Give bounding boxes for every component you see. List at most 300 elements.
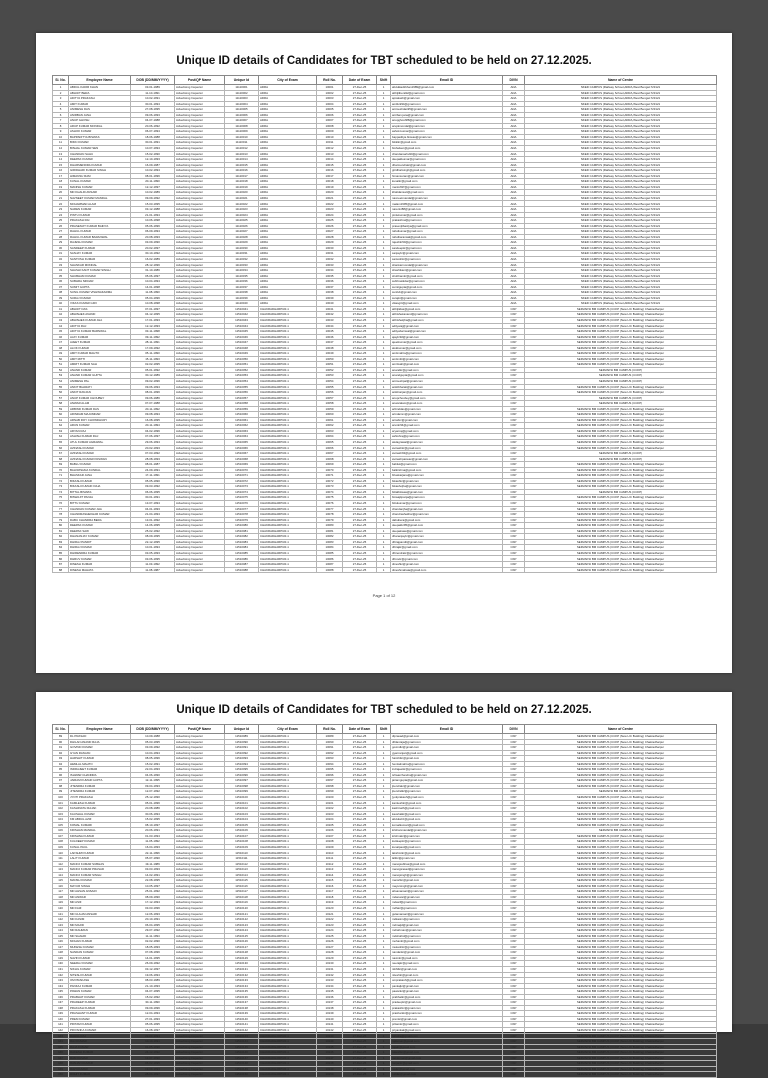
email-cell[interactable]: premkr@gmail.com — [391, 1016, 503, 1022]
post-cell: Advertising Inspector — [175, 412, 225, 418]
email-cell[interactable]: prakashkr@gmail.com — [391, 1005, 503, 1011]
shift-cell: 1 — [377, 1016, 391, 1022]
email-cell[interactable]: babluk@gmail.com — [391, 462, 503, 468]
email-cell[interactable]: mukeshkr@gmail.com — [391, 944, 503, 950]
email-cell[interactable]: avinashkr@gmail.com — [391, 445, 503, 451]
email-cell[interactable]: abdulaziz@gmail.com — [391, 817, 503, 823]
email-cell[interactable]: dabubera@gmail.com — [391, 517, 503, 523]
unique-id-cell: 11510054 — [225, 378, 259, 384]
email-cell[interactable]: bikashojha@gmail.com — [391, 484, 503, 490]
email-cell[interactable]: dharmendrakr@gmail.com — [391, 162, 503, 168]
email-cell[interactable]: harshitkr@gmail.com — [391, 756, 503, 762]
exam-date-cell: 27-Dec-25 — [343, 900, 377, 906]
email-cell[interactable]: jairamgupta@gmail.com — [391, 778, 503, 784]
roll-no-cell: 10106 — [317, 828, 343, 834]
email-cell[interactable]: abhijitdas@gmail.com — [391, 306, 503, 312]
email-cell[interactable]: deepakkr95@gmail.com — [391, 523, 503, 529]
email-cell[interactable]: arunkr94@gmail.com — [391, 423, 503, 429]
city-cell: CHAKRADHARPUR-1 — [259, 351, 317, 357]
email-cell[interactable]: omprakash@gmail.com — [391, 978, 503, 984]
email-cell[interactable]: ahsanansari@gmail.com — [391, 889, 503, 895]
email-cell[interactable]: mdfaiz@gmail.com — [391, 905, 503, 911]
exam-date-cell: 27-Dec-25 — [343, 889, 377, 895]
email-cell[interactable]: aprakash@gmail.com — [391, 96, 503, 102]
city-cell: CHAKRADHARPUR-1 — [259, 539, 317, 545]
sl-no-cell: 46 — [53, 334, 69, 340]
unique-id-cell: 11110018 — [225, 179, 259, 185]
post-cell: Advertising Inspector — [175, 112, 225, 118]
email-cell[interactable]: nikhilkr@gmail.com — [391, 966, 503, 972]
shift-cell: 1 — [377, 512, 391, 518]
employee-name-cell: GIRIDHARI KUMAR SINGH — [69, 168, 131, 174]
email-cell[interactable]: shankarmondal@gmail.com — [391, 262, 503, 268]
roll-no-cell: 10127 — [317, 944, 343, 950]
unique-id-cell: 11510047 — [225, 340, 259, 346]
email-cell[interactable]: animeshpal@gmail.com — [391, 378, 503, 384]
email-cell[interactable]: arupkmondal@gmail.com — [391, 123, 503, 129]
employee-name-cell: PRASENJIT KUMAR BAIDYA — [69, 223, 131, 229]
email-cell[interactable]: pawankr@gmail.com — [391, 989, 503, 995]
email-cell[interactable]: avinash92@gmail.com — [391, 451, 503, 457]
email-cell[interactable]: subhrasikdar@gmail.com — [391, 279, 503, 285]
post-cell: Advertising Inspector — [175, 317, 225, 323]
email-cell[interactable]: himansuram@gmail.com — [391, 173, 503, 179]
email-cell[interactable]: abhijitbera92@gmail.com — [391, 90, 503, 96]
email-cell[interactable]: atulagrawal@gmail.com — [391, 440, 503, 446]
email-cell[interactable]: dlprasad@gmail.com — [391, 734, 503, 740]
email-cell[interactable]: pradeepkr@gmail.com — [391, 1000, 503, 1006]
email-cell[interactable]: anirban.jana@gmail.com — [391, 112, 503, 118]
city-cell: CHAKRADHARPUR-1 — [259, 390, 317, 396]
city-cell: CHAKRADHARPUR-1 — [259, 478, 317, 484]
dob-cell: 08-01-1996 — [131, 173, 175, 179]
email-cell[interactable]: jitendra92@gmail.com — [391, 789, 503, 795]
email-cell[interactable]: dhirendrakr@gmail.com — [391, 550, 503, 556]
email-cell[interactable]: prashantkr@gmail.com — [391, 1011, 503, 1017]
post-cell: Advertising Inspector — [175, 966, 225, 972]
dob-cell: 04-06-1990 — [131, 772, 175, 778]
email-cell[interactable]: kunalkr@gmail.com — [391, 179, 503, 185]
email-cell[interactable]: kashinath@gmail.com — [391, 806, 503, 812]
centre-cell: NKED CAMPUS (Railway School,ADRA,West Bengal-723121 — [525, 212, 717, 218]
employee-name-cell: MD SHAHID — [69, 933, 131, 939]
divn-cell: CKP — [503, 789, 525, 795]
email-cell[interactable]: kamleshkr@gmail.com — [391, 800, 503, 806]
email-cell[interactable]: prabhatkr@gmail.com — [391, 994, 503, 1000]
dob-cell: 20-11-1992 — [131, 406, 175, 412]
email-cell[interactable]: surajkr@gmail.com — [391, 295, 503, 301]
divn-cell: CKP — [503, 523, 525, 529]
email-cell[interactable]: anandgupta@gmail.com — [391, 373, 503, 379]
sl-no-cell: 45 — [53, 329, 69, 335]
email-cell[interactable]: giridharisingh@gmail.com — [391, 168, 503, 174]
unique-id-cell: 11110033 — [225, 262, 259, 268]
email-cell[interactable]: govindkr@gmail.com — [391, 745, 503, 751]
dob-cell: 28-08-1993 — [131, 456, 175, 462]
email-cell[interactable]: indrajeetkr@gmail.com — [391, 767, 503, 773]
header-cell: Date of Exam — [343, 76, 377, 85]
divn-cell: CKP — [503, 1055, 525, 1061]
email-cell[interactable]: ajeetkumar@gmail.com — [391, 340, 503, 346]
email-cell[interactable]: rohitkr@gmail.com — [391, 1072, 503, 1078]
email-cell[interactable]: avinashpaswan@gmail.com — [391, 456, 503, 462]
divn-cell: ADA — [503, 101, 525, 107]
email-cell[interactable]: navinkr@gmail.com — [391, 955, 503, 961]
email-cell[interactable]: chandansahu90@gmail.com — [391, 151, 503, 157]
email-cell[interactable]: hemlalmahto@gmail.com — [391, 761, 503, 767]
shift-cell: 1 — [377, 978, 391, 984]
email-cell[interactable]: rajakr@gmail.com — [391, 1044, 503, 1050]
post-cell: Advertising Inspector — [175, 1050, 225, 1056]
email-cell[interactable]: ashishraj@gmail.com — [391, 434, 503, 440]
email-cell[interactable]: deepaksaw@gmail.com — [391, 528, 503, 534]
email-cell[interactable]: chandanjha@gmail.com — [391, 506, 503, 512]
divn-cell: CKP — [503, 905, 525, 911]
email-cell[interactable]: manish97@gmail.com — [391, 184, 503, 190]
unique-id-cell: 11510056 — [225, 390, 259, 396]
shift-cell: 1 — [377, 1050, 391, 1056]
post-cell: Advertising Inspector — [175, 928, 225, 934]
city-cell: CHAKRADHARPUR-1 — [259, 434, 317, 440]
sl-no-cell: 81 — [53, 528, 69, 534]
divn-cell: CKP — [503, 955, 525, 961]
shift-cell: 1 — [377, 750, 391, 756]
email-cell[interactable]: mdanwar@gmail.com — [391, 894, 503, 900]
roll-no-cell: 10036 — [317, 279, 343, 285]
dob-cell: 10-05-1997 — [131, 883, 175, 889]
email-cell[interactable]: navneetmandal@gmail.com — [391, 195, 503, 201]
exam-date-cell: 27-Dec-25 — [343, 911, 377, 917]
post-cell: Advertising Inspector — [175, 123, 225, 129]
email-cell[interactable]: manojprasad@gmail.com — [391, 867, 503, 873]
sl-no-cell: 35 — [53, 273, 69, 279]
centre-cell: NKED CAMPUS (Railway School,ADRA,West Bengal-723121 — [525, 234, 717, 240]
unique-id-cell: 11510116 — [225, 883, 259, 889]
email-cell[interactable]: sunilvk@gmail.com — [391, 290, 503, 296]
city-cell: CHAKRADHARPUR-1 — [259, 734, 317, 740]
email-cell[interactable]: mayursingh@gmail.com — [391, 883, 503, 889]
email-cell[interactable]: prakashrai@gmail.com — [391, 218, 503, 224]
post-cell: Advertising Inspector — [175, 1005, 225, 1011]
email-cell[interactable]: manshkr@gmail.com — [391, 878, 503, 884]
email-cell[interactable]: anwaralam@gmail.com — [391, 401, 503, 407]
unique-id-cell: 11110024 — [225, 212, 259, 218]
sl-no-cell: 147 — [53, 1055, 69, 1061]
centre-cell: SERVAKSI BM CAMPUS (CCKP (New LIC Building) Chakradharpur — [525, 506, 717, 512]
email-cell[interactable]: kuldeepkr@gmail.com — [391, 839, 503, 845]
email-cell[interactable]: manojsingh@gmail.com — [391, 872, 503, 878]
post-cell: Advertising Inspector — [175, 456, 225, 462]
email-cell[interactable]: malam1995@gmail.com — [391, 201, 503, 207]
email-cell[interactable]: biswajitpanja@gmail.com — [391, 495, 503, 501]
email-cell[interactable]: vikasgiri@gmail.com — [391, 301, 503, 307]
email-cell[interactable]: ramkumar@gmail.com — [391, 1055, 503, 1061]
email-cell[interactable]: mdmajid@gmail.com — [391, 922, 503, 928]
email-cell[interactable]: arnabrc@gmail.com — [391, 417, 503, 423]
email-cell[interactable]: animeshdas95@gmail.com — [391, 107, 503, 113]
post-cell: Advertising Inspector — [175, 462, 225, 468]
exam-date-cell: 27-Dec-25 — [343, 85, 377, 91]
email-cell[interactable]: niteshkr@gmail.com — [391, 972, 503, 978]
email-cell[interactable]: abdulkadirkhan1989@gmail.com — [391, 85, 503, 91]
post-cell: Advertising Inspector — [175, 778, 225, 784]
email-cell[interactable]: neerajkr@gmail.com — [391, 961, 503, 967]
email-cell[interactable]: rahulbaranwal@gmail.com — [391, 234, 503, 240]
email-cell[interactable]: bishalsen@gmail.com — [391, 146, 503, 152]
dob-cell: 07-06-1997 — [131, 434, 175, 440]
unique-id-cell: 11510106 — [225, 828, 259, 834]
unique-id-cell: 11510139 — [225, 1011, 259, 1017]
centre-cell: SERVAKSI BM CAMPUS (CCKP (New LIC Building) Chakradharpur — [525, 817, 717, 823]
divn-cell: CKP — [503, 900, 525, 906]
email-cell[interactable]: shashikant@gmail.com — [391, 268, 503, 274]
email-cell[interactable]: pintukumar@gmail.com — [391, 212, 503, 218]
centre-cell: SERVAKSI BM CAMPUS (CCKP (New LIC Building) Chakradharpur — [525, 844, 717, 850]
roll-no-cell: 10052 — [317, 367, 343, 373]
email-cell[interactable]: komalkumari@gmail.com — [391, 822, 503, 828]
divn-cell: CKP — [503, 517, 525, 523]
post-cell: Advertising Inspector — [175, 162, 225, 168]
exam-date-cell: 27-Dec-25 — [343, 1039, 377, 1045]
email-cell[interactable]: ankitranjan@gmail.com — [391, 390, 503, 396]
email-cell[interactable]: anandkr@gmail.com — [391, 367, 503, 373]
sl-no-cell: 60 — [53, 412, 69, 418]
email-cell[interactable]: bittukumar@gmail.com — [391, 501, 503, 507]
roll-no-cell: 10054 — [317, 378, 343, 384]
email-cell[interactable]: dhilanraja@gmail.com — [391, 739, 503, 745]
email-cell[interactable]: kunalpaul@gmail.com — [391, 844, 503, 850]
email-cell[interactable]: nandankr@gmail.com — [391, 950, 503, 956]
email-cell[interactable]: amitmitti@gmail.com — [391, 356, 503, 362]
dob-cell: 16-09-1987 — [131, 162, 175, 168]
email-cell[interactable]: jyotiprakash@gmail.com — [391, 795, 503, 801]
roll-no-cell: 10015 — [317, 162, 343, 168]
dob-cell: 07-08-1996 — [131, 950, 175, 956]
email-cell[interactable]: mdshahid@gmail.com — [391, 933, 503, 939]
unique-id-cell: 11110025 — [225, 218, 259, 224]
exam-date-cell: 27-Dec-25 — [343, 378, 377, 384]
email-cell[interactable]: alokkumar@gmail.com — [391, 345, 503, 351]
email-cell[interactable]: sanjaykr@gmail.com — [391, 251, 503, 257]
employee-name-cell: ADITYA KUMAR BARNWAL — [69, 329, 131, 335]
exam-date-cell: 27-Dec-25 — [343, 284, 377, 290]
email-cell[interactable]: rahulkumar@gmail.com — [391, 229, 503, 235]
email-cell[interactable]: dhirajkr@gmail.com — [391, 545, 503, 551]
table-header-row — [53, 76, 717, 85]
email-cell[interactable]: bikashkr@gmail.com — [391, 478, 503, 484]
sl-no-cell: 88 — [53, 567, 69, 573]
shift-cell: 1 — [377, 550, 391, 556]
shift-cell: 1 — [377, 833, 391, 839]
shift-cell: 1 — [377, 872, 391, 878]
dob-cell: 21-04-1994 — [131, 512, 175, 518]
dob-cell: 13-07-1994 — [131, 501, 175, 507]
email-cell[interactable]: ishwarchandra@gmail.com — [391, 772, 503, 778]
exam-date-cell: 27-Dec-25 — [343, 123, 377, 129]
email-cell[interactable]: dineshmahata@gmail.com — [391, 567, 503, 573]
city-cell: ADRA — [259, 96, 317, 102]
centre-cell: SERVAKSI BM CAMPUS (CCKP (New LIC Building) Chakradharpur — [525, 1011, 717, 1017]
email-cell[interactable]: mdrahman@gmail.com — [391, 928, 503, 934]
shift-cell: 1 — [377, 850, 391, 856]
email-cell[interactable]: narenkr88@gmail.com — [391, 207, 503, 213]
shift-cell: 1 — [377, 212, 391, 218]
shift-cell: 1 — [377, 301, 391, 307]
exam-date-cell: 27-Dec-25 — [343, 1000, 377, 1006]
email-cell[interactable]: pritamkr@gmail.com — [391, 1022, 503, 1028]
employee-name-cell: LALIT KUMAR — [69, 856, 131, 862]
email-cell[interactable]: arindamm@gmail.com — [391, 412, 503, 418]
city-cell: CHAKRADHARPUR-1 — [259, 484, 317, 490]
employee-name-cell: HIMANSU RAM — [69, 173, 131, 179]
email-cell[interactable]: lalitkr@gmail.com — [391, 856, 503, 862]
centre-cell: SERVAKSI BM CAMPUS (CCKP (New LIC Building) Chakradharpur — [525, 806, 717, 812]
shift-cell: 1 — [377, 412, 391, 418]
email-cell[interactable]: santoshkr@gmail.com — [391, 256, 503, 262]
email-cell[interactable]: mdkasim@gmail.com — [391, 917, 503, 923]
email-cell[interactable]: pankajkr@gmail.com — [391, 983, 503, 989]
employee-name-cell: SURAJ KUMAR — [69, 295, 131, 301]
exam-date-cell: 27-Dec-25 — [343, 867, 377, 873]
exam-date-cell: 27-Dec-25 — [343, 878, 377, 884]
post-cell: Advertising Inspector — [175, 279, 225, 285]
email-cell[interactable]: abhishekjha@gmail.com — [391, 317, 503, 323]
employee-name-cell: DHIRAJ PANDIT — [69, 539, 131, 545]
shift-cell: 1 — [377, 911, 391, 917]
city-cell: CHAKRADHARPUR-1 — [259, 939, 317, 945]
dob-cell: 16-08-1997 — [131, 1027, 175, 1033]
city-cell: CHAKRADHARPUR-1 — [259, 828, 317, 834]
email-cell[interactable]: gyanranjan@gmail.com — [391, 750, 503, 756]
email-cell[interactable]: amitkrk94@gmail.com — [391, 101, 503, 107]
roll-no-cell: 10121 — [317, 911, 343, 917]
exam-date-cell: 27-Dec-25 — [343, 245, 377, 251]
city-cell: CHAKRADHARPUR-1 — [259, 878, 317, 884]
centre-cell: SERVAKSI BM CAMPUS (CCKP (New LIC Building) Chakradharpur — [525, 750, 717, 756]
roll-no-cell: 10026 — [317, 223, 343, 229]
shift-cell: 1 — [377, 234, 391, 240]
email-cell[interactable]: bittalbiswas@gmail.com — [391, 489, 503, 495]
email-cell[interactable]: anupghosh88@gmail.com — [391, 118, 503, 124]
exam-date-cell: 27-Dec-25 — [343, 928, 377, 934]
email-cell[interactable]: dhirajpandit@gmail.com — [391, 539, 503, 545]
email-cell[interactable]: amritsah@gmail.com — [391, 362, 503, 368]
unique-id-cell: 11510113 — [225, 867, 259, 873]
dob-cell: 08-01-1996 — [131, 390, 175, 396]
roll-no-cell: 10108 — [317, 839, 343, 845]
shift-cell: 1 — [377, 456, 391, 462]
city-cell: ADRA — [259, 162, 317, 168]
dob-cell: 30-11-1990 — [131, 1000, 175, 1006]
email-cell[interactable]: abhishekanand@gmail.com — [391, 312, 503, 318]
centre-cell: NKED CAMPUS (Railway School,ADRA,West Bengal-723121 — [525, 146, 717, 152]
centre-cell: SERVAKSI BM CAMPUS (CCKP) — [525, 395, 717, 401]
email-cell[interactable]: bikkikr@gmail.com — [391, 140, 503, 146]
email-cell[interactable]: shubhamkr@gmail.com — [391, 273, 503, 279]
roll-no-cell: 10025 — [317, 218, 343, 224]
email-cell[interactable]: sumitgupta@gmail.com — [391, 284, 503, 290]
email-cell[interactable]: mohankr@gmail.com — [391, 939, 503, 945]
city-cell: CHAKRADHARPUR-1 — [259, 1066, 317, 1072]
email-cell[interactable]: adityabarnwal@gmail.com — [391, 329, 503, 335]
email-cell[interactable]: manojsubhas@gmail.com — [391, 861, 503, 867]
exam-date-cell: 27-Dec-25 — [343, 495, 377, 501]
dob-cell: 08-01-1987 — [131, 462, 175, 468]
employee-name-cell: INDRAJEET KUMAR — [69, 767, 131, 773]
email-cell[interactable]: aryanraj@gmail.com — [391, 428, 503, 434]
email-cell[interactable]: dhruvkr@gmail.com — [391, 556, 503, 562]
email-cell[interactable]: lakshmikr@gmail.com — [391, 850, 503, 856]
sl-no-cell: 47 — [53, 340, 69, 346]
email-cell[interactable]: amitmahto@gmail.com — [391, 351, 503, 357]
sl-no-cell: 125 — [53, 933, 69, 939]
centre-cell: SERVAKSI BM CAMPUS (CCKP (New LIC Building) Chakradharpur — [525, 1050, 717, 1056]
dob-cell: 28-11-1991 — [131, 340, 175, 346]
email-cell[interactable]: krishnakr@gmail.com — [391, 833, 503, 839]
email-cell[interactable]: anupchoubey@gmail.com — [391, 395, 503, 401]
dob-cell: 10-07-1994 — [131, 146, 175, 152]
sl-no-cell: 50 — [53, 356, 69, 362]
centre-cell: NKED CAMPUS (Railway School,ADRA,West Bengal-723121 — [525, 290, 717, 296]
email-cell[interactable]: mdasif@gmail.com — [391, 900, 503, 906]
email-cell[interactable]: rahulraj@gmail.com — [391, 1033, 503, 1039]
roll-no-cell: 10002 — [317, 90, 343, 96]
city-cell: CHAKRADHARPUR-1 — [259, 1050, 317, 1056]
city-cell: CHAKRADHARPUR-1 — [259, 506, 317, 512]
shift-cell: 1 — [377, 323, 391, 329]
email-cell[interactable]: krishanmandal@gmail.com — [391, 828, 503, 834]
email-cell[interactable]: ankitbharati@gmail.com — [391, 384, 503, 390]
email-cell[interactable]: arbinddas@gmail.com — [391, 406, 503, 412]
email-cell[interactable]: chandrashekhar@gmail.com — [391, 512, 503, 518]
email-cell[interactable]: ranjankr@gmail.com — [391, 1061, 503, 1067]
email-cell[interactable]: balkrishna@gmail.com — [391, 467, 503, 473]
dob-cell: 18-05-1993 — [131, 944, 175, 950]
email-cell[interactable]: rakeshkr@gmail.com — [391, 1050, 503, 1056]
email-cell[interactable]: dineshkr@gmail.com — [391, 562, 503, 568]
sl-no-cell: 101 — [53, 800, 69, 806]
sl-no-cell: 7 — [53, 118, 69, 124]
employee-name-cell: ANIMESH DAS — [69, 107, 131, 113]
email-cell[interactable]: gulamansari@gmail.com — [391, 911, 503, 917]
city-cell: ADRA — [259, 118, 317, 124]
dob-cell: 05-07-1990 — [131, 856, 175, 862]
email-cell[interactable]: adityaraj@gmail.com — [391, 323, 503, 329]
city-cell: CHAKRADHARPUR-1 — [259, 739, 317, 745]
shift-cell: 1 — [377, 129, 391, 135]
email-cell[interactable]: rajeshkr90@gmail.com — [391, 240, 503, 246]
centre-cell: NKED CAMPUS (Railway School,ADRA,West Bengal-723121 — [525, 101, 717, 107]
email-cell[interactable]: khalidansari@gmail.com — [391, 190, 503, 196]
unique-id-cell: 11510144 — [225, 1039, 259, 1045]
email-cell[interactable]: rajkumar@gmail.com — [391, 1039, 503, 1045]
employee-name-cell: ASHISH KUMAR RAJ — [69, 434, 131, 440]
email-cell[interactable]: prasenjitbaidya@gmail.com — [391, 223, 503, 229]
email-cell[interactable]: ravikr@gmail.com — [391, 1066, 503, 1072]
email-cell[interactable]: deepakkumar@gmail.com — [391, 157, 503, 163]
post-cell: Advertising Inspector — [175, 295, 225, 301]
email-cell[interactable]: ajaykr92@gmail.com — [391, 334, 503, 340]
email-cell[interactable]: kaushalkr@gmail.com — [391, 811, 503, 817]
email-cell[interactable]: sandeepkr@gmail.com — [391, 245, 503, 251]
email-cell[interactable]: priyankak@gmail.com — [391, 1027, 503, 1033]
email-cell[interactable]: ashok.kumar@gmail.com — [391, 129, 503, 135]
sl-no-cell: 74 — [53, 489, 69, 495]
email-cell[interactable]: bhaskarjana@gmail.com — [391, 473, 503, 479]
email-cell[interactable]: dhananjaykr@gmail.com — [391, 534, 503, 540]
email-cell[interactable]: bappaditya.biswas@gmail.com — [391, 134, 503, 140]
email-cell[interactable]: jitendrakr@gmail.com — [391, 783, 503, 789]
